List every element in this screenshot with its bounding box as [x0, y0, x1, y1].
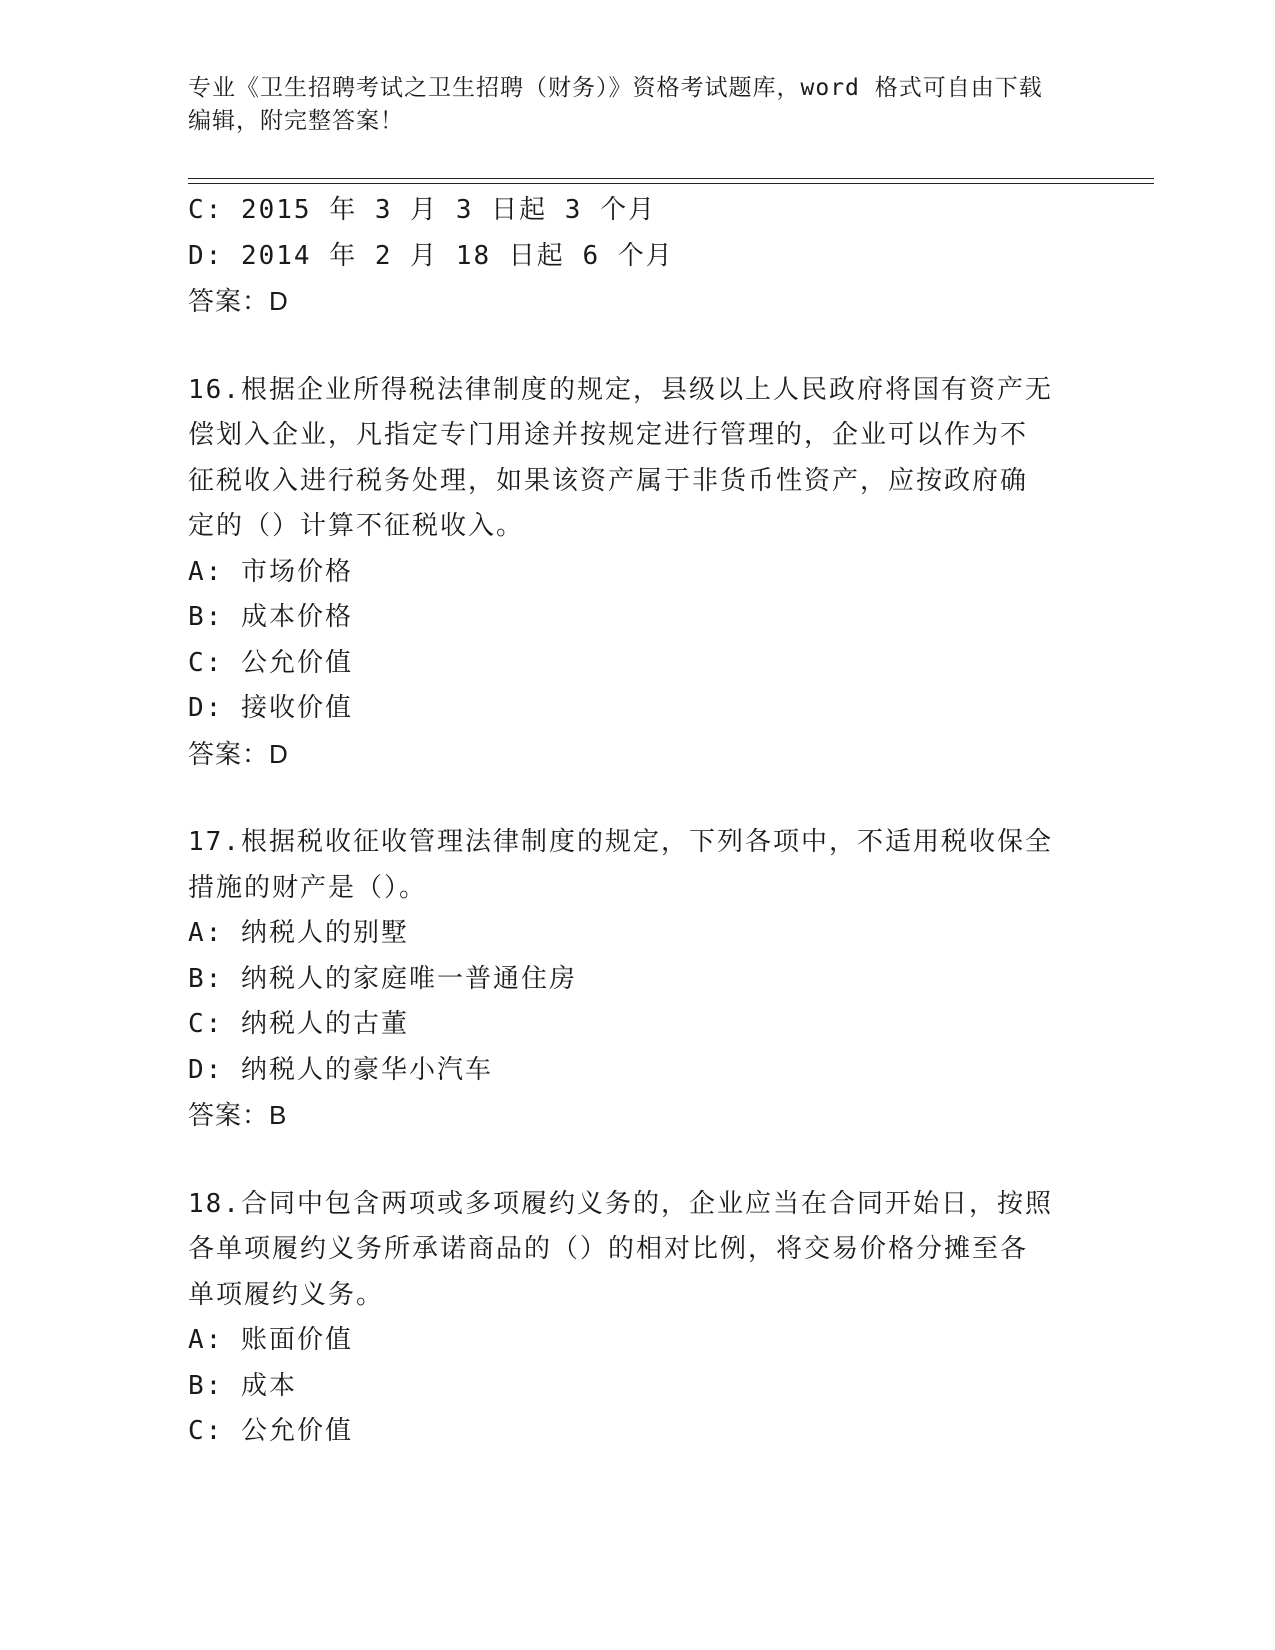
- question-gap: [188, 1139, 1088, 1182]
- question-text-line: 16.根据企业所得税法律制度的规定，县级以上人民政府将国有资产无: [188, 374, 1053, 405]
- option-a: A: 账面价值: [188, 1325, 353, 1355]
- option-d: D: 纳税人的豪华小汽车: [188, 1054, 493, 1085]
- question-18: [188, 1182, 1088, 1455]
- question-gap: [188, 777, 1088, 820]
- question-text-line: 17.根据税收征收管理法律制度的规定，下列各项中，不适用税收保全: [188, 827, 1053, 857]
- header-line-1: 专业《卫生招聘考试之卫生招聘（财务）》资格考试题库，word 格式可自由下载: [188, 75, 1043, 101]
- option-b: B: 纳税人的家庭唯一普通住房: [188, 963, 577, 994]
- option-d: D: 2014 年 2 月 18 日起 6 个月: [188, 240, 674, 271]
- header-divider-bottom: [188, 183, 1154, 184]
- option-d: D: 接收价值: [188, 693, 353, 723]
- option-c: C: 公允价值: [188, 1416, 353, 1446]
- option-b: B: 成本: [188, 1370, 297, 1401]
- question-16: [188, 368, 1088, 778]
- question-text-line: 18.合同中包含两项或多项履约义务的，企业应当在合同开始日，按照: [188, 1188, 1053, 1219]
- answer-line: 答案：D: [188, 738, 289, 769]
- header-line-2: 编辑，附完整答案！: [188, 108, 404, 134]
- question-text-line: 征税收入进行税务处理，如果该资产属于非货币性资产，应按政府确: [188, 465, 1029, 496]
- question-gap: [188, 325, 1088, 368]
- option-c: C: 纳税人的古董: [188, 1009, 409, 1039]
- question-text-line: 措施的财产是（）。: [188, 872, 428, 903]
- question-17: [188, 820, 1088, 1139]
- header-divider-top: [188, 178, 1154, 179]
- document-header: [188, 72, 1088, 138]
- option-a: A: 纳税人的别墅: [188, 918, 409, 948]
- option-c: C: 2015 年 3 月 3 日起 3 个月: [188, 195, 657, 225]
- question-text-line: 单项履约义务。: [188, 1279, 385, 1310]
- answer-line: 答案：D: [188, 286, 289, 316]
- option-a: A: 市场价格: [188, 556, 353, 587]
- previous-question: [188, 188, 1088, 325]
- question-text-line: 偿划入企业，凡指定专门用途并按规定进行管理的，企业可以作为不: [188, 420, 1029, 450]
- answer-line: 答案：B: [188, 1100, 288, 1130]
- option-c: C: 公允价值: [188, 647, 353, 678]
- question-text-line: 各单项履约义务所承诺商品的（）的相对比例，将交易价格分摊至各: [188, 1234, 1029, 1264]
- option-b: B: 成本价格: [188, 602, 353, 632]
- question-text-line: 定的（）计算不征税收入。: [188, 511, 525, 541]
- document-body: [188, 188, 1088, 1455]
